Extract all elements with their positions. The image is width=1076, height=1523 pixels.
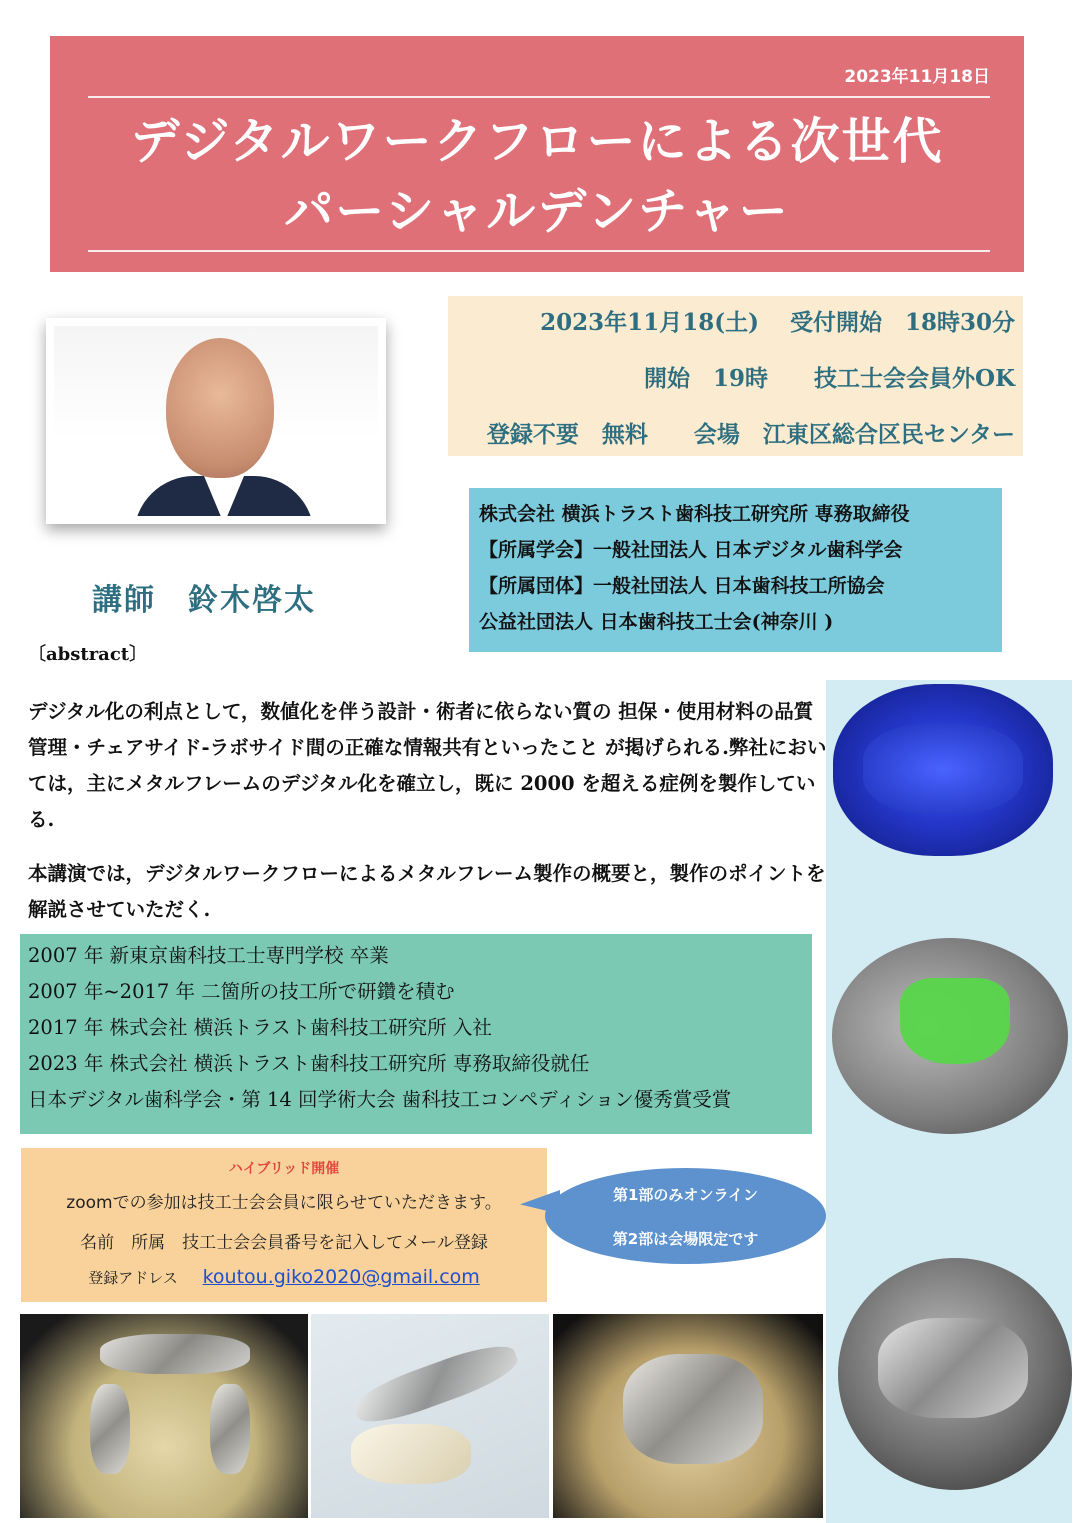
header-rule-top [88,96,990,98]
bubble-line-1: 第1部のみオンライン [613,1186,758,1204]
affiliation-line: 株式会社 横浜トラスト歯科技工研究所 専務取締役 [479,503,910,525]
career-item: 2017 年 株式会社 横浜トラスト歯科技工研究所 入社 [28,1016,492,1039]
blue-framework-image [833,684,1053,856]
career-item: 2023 年 株式会社 横浜トラスト歯科技工研究所 専務取締役就任 [28,1052,590,1075]
portrait-image [54,326,378,516]
page-title [50,106,1024,246]
denture-photo-3 [553,1314,823,1518]
career-item: 2007 年~2017 年 二箇所の技工所で研鑽を積む [28,980,455,1003]
denture-photo-2 [311,1314,549,1518]
affiliation-line: 【所属団体】一般社団法人 日本歯科技工所協会 [479,575,885,597]
abstract-paragraph-2: 本講演では，デジタルワークフローによるメタルフレーム製作の概要と，製作のポイントを解説させていただく. [28,862,826,921]
hybrid-title: ハイブリッド開催 [228,1161,340,1177]
title-line-2: パーシャルデンチャー [284,182,790,240]
career-item: 日本デジタル歯科学会・第 14 回学術大会 歯科技工コンペディション優秀賞受賞 [28,1088,732,1111]
event-info-box [448,296,1023,456]
header-rule-bottom [88,250,990,252]
zoom-note: zoomでの参加は技工士会会員に限らせていただきます。 [66,1193,502,1213]
online-note-bubble [545,1168,826,1264]
metal-framework-image [838,1258,1072,1490]
affiliation-box [469,488,1002,652]
title-line-1: デジタルワークフローによる次世代 [130,112,944,170]
green-framework [900,978,1010,1064]
career-item: 2007 年 新東京歯科技工士専門学校 卒業 [28,944,389,967]
green-framework-image [832,938,1068,1134]
portrait-head [166,338,274,478]
event-venue-line: 登録不要 無料 会場 江東区総合区民センター [486,421,1015,448]
registration-instructions: 名前 所属 技工士会会員番号を記入してメール登録 [80,1233,488,1253]
abstract-paragraph-1: デジタル化の利点として，数値化を伴う設計・術者に依らない質の 担保・使用材料の品質管理・チェアサイド-ラボサイド間の正確な情報共有といったこと が掲げられる.弊社においては，主にメタルフレームのデジタル化を確立し，既に 2000 を超える症例を製作している. [28,700,827,831]
email-label: 登録アドレス [88,1269,178,1287]
email-row [21,1266,547,1288]
abstract-text [28,694,828,928]
event-date-line: 2023年11月18(土) 受付開始 18時30分 [540,309,1015,336]
denture-photo-1 [20,1314,308,1518]
affiliation-line: 【所属学会】一般社団法人 日本デジタル歯科学会 [479,539,903,561]
career-box [20,934,812,1134]
affiliation-line: 公益社団法人 日本歯科技工士会(神奈川 ) [479,611,834,633]
bubble-line-2: 第2部は会場限定です [612,1230,759,1248]
header-date: 2023年11月18日 [844,67,990,87]
lecturer-photo [46,318,386,524]
lecturer-name: 講師 鈴木啓太 [92,583,316,618]
event-start-line: 開始 19時 技工士会会員外OK [643,365,1015,392]
registration-box [21,1148,547,1302]
header-banner [50,36,1024,272]
abstract-label: 〔abstract〕 [28,644,148,665]
email-link[interactable]: koutou.giko2020@gmail.com [202,1266,480,1288]
